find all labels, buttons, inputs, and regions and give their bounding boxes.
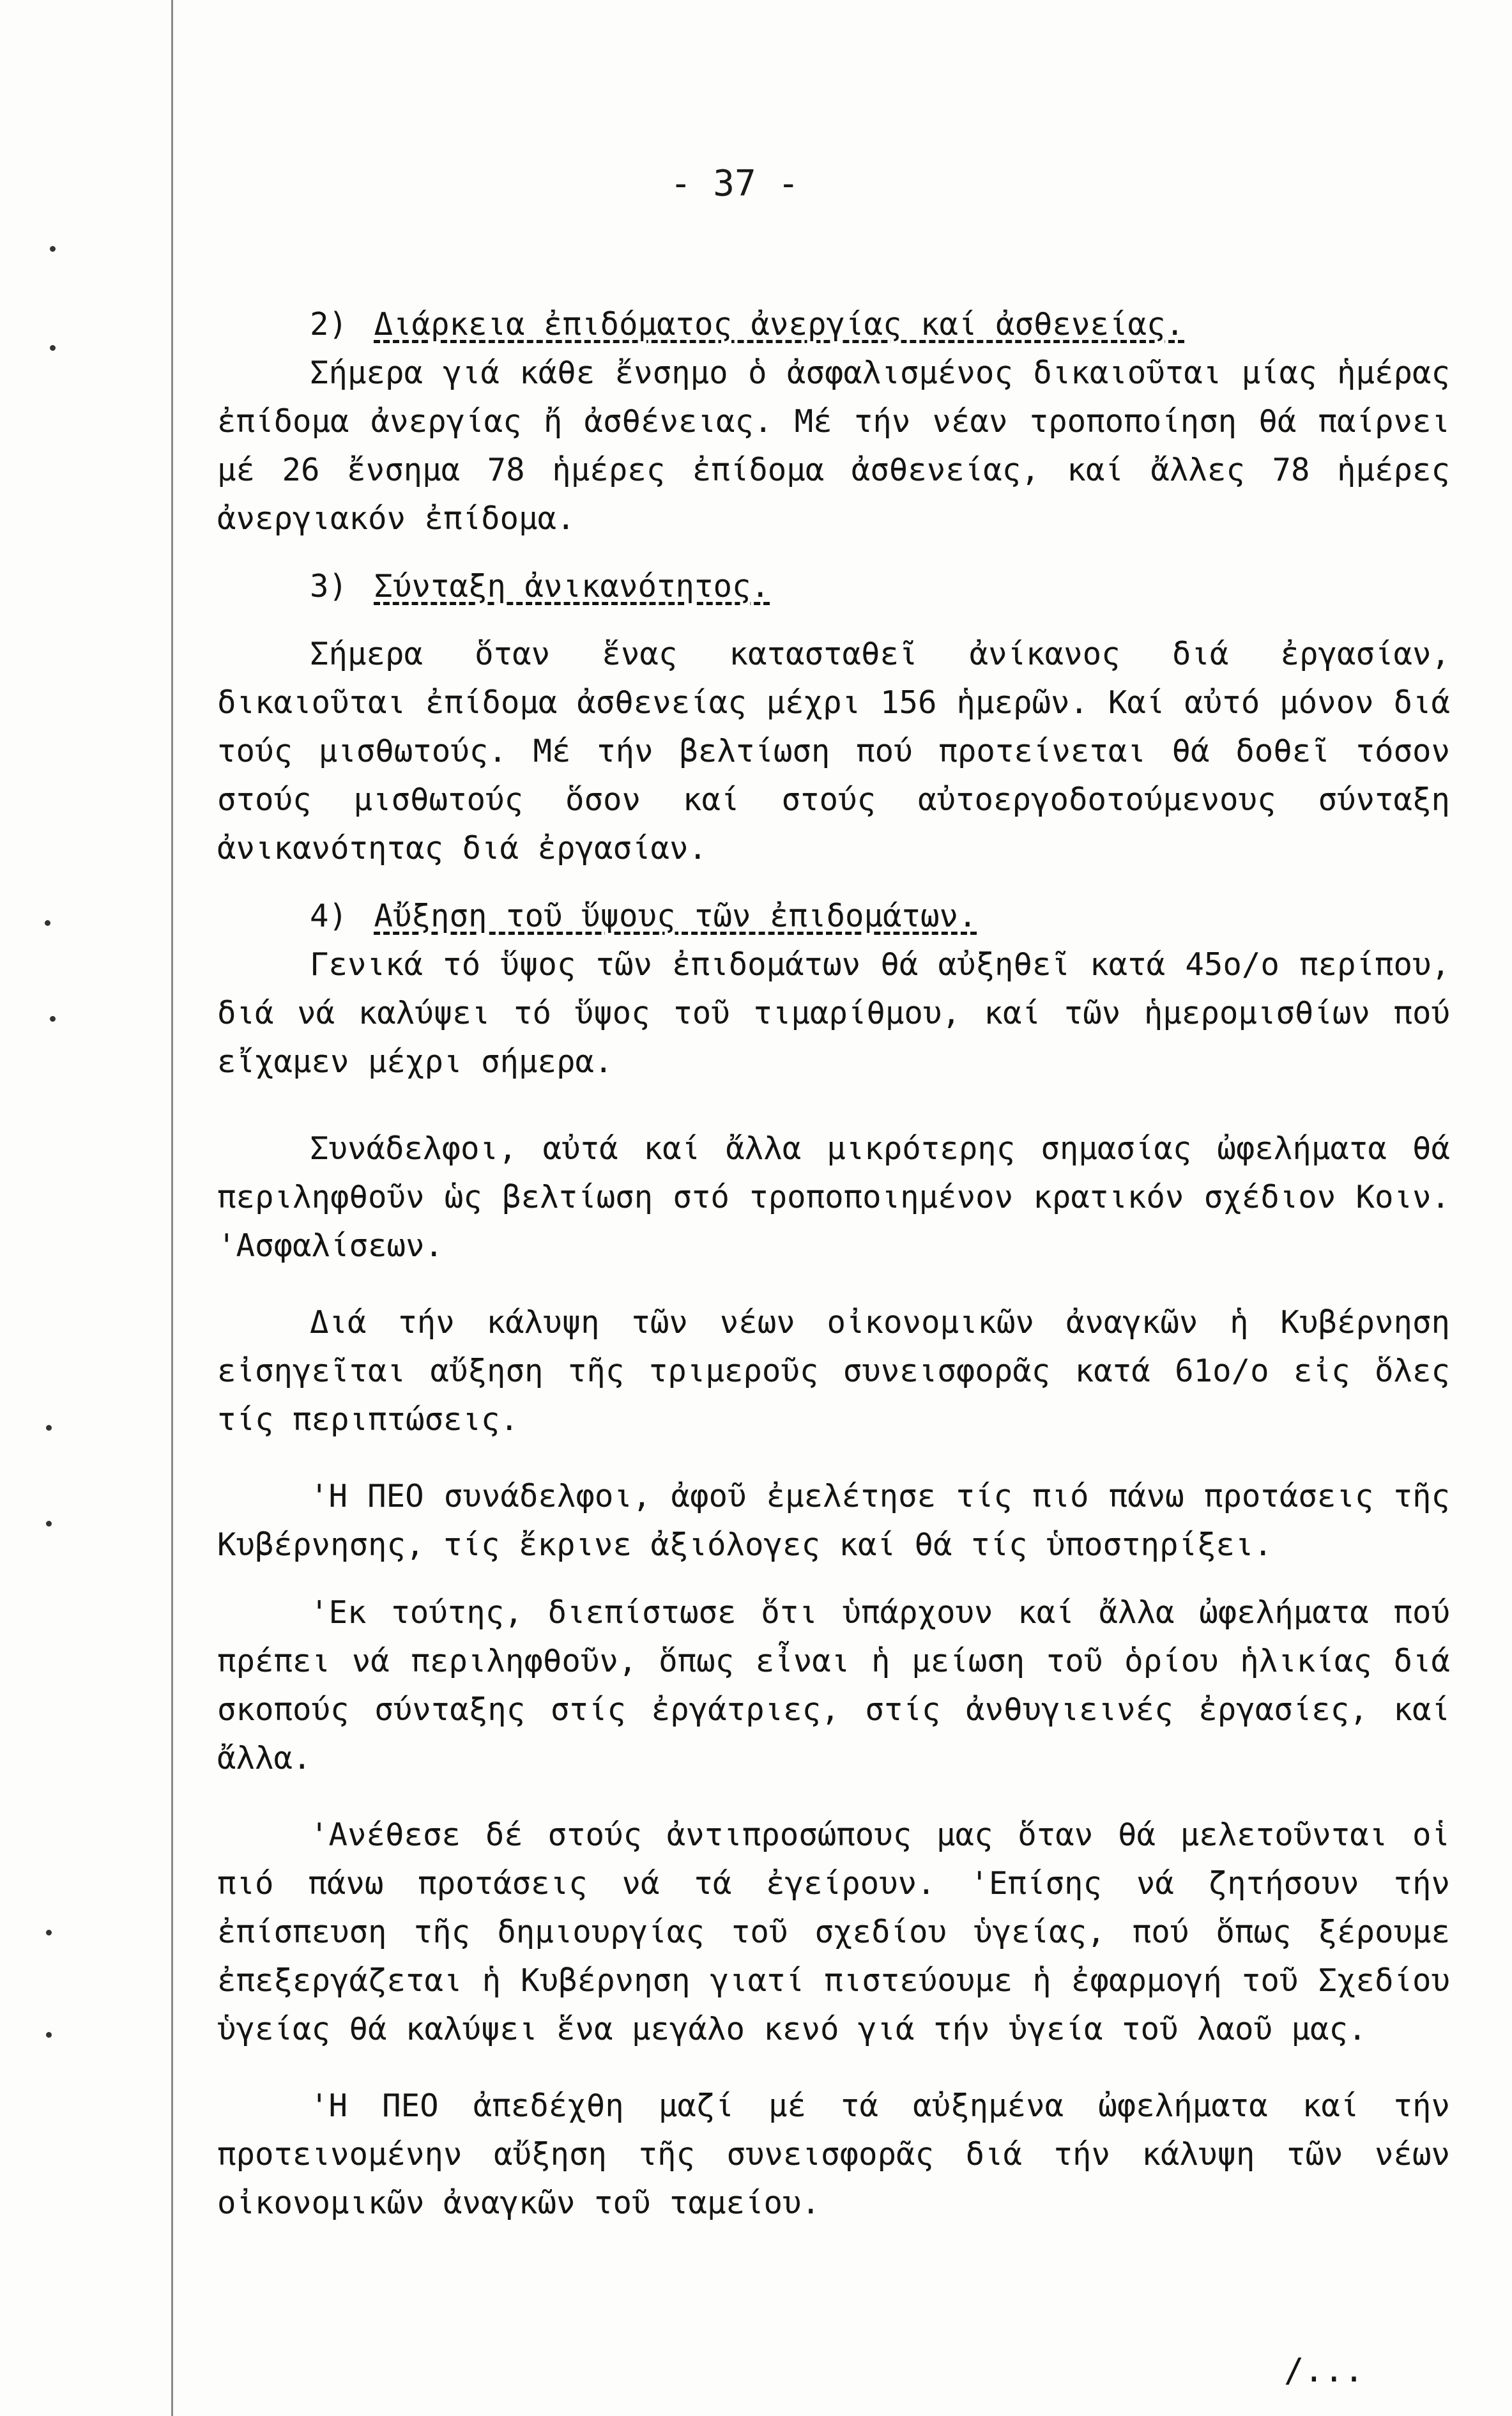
section-heading-3 [217,562,1450,611]
left-margin-line [171,0,173,2416]
scan-speck [45,920,50,926]
section-title: Σύνταξη ἀνικανότητος. [374,568,770,604]
section-body: Σήμερα ὅταν ἕνας κατασταθεῖ ἀνίκανος διά ἐργασίαν, δικαιοῦται ἐπίδομα ἀσθενείας μέχρι 156 ἡμερῶν. Καί αὐτό μόνον διά τούς μισθωτούς. Μέ τήν βελτίωση πού προτείνεται θά δοθεῖ τόσον στούς μισθωτούς ὅσον καί στούς αὐτοεργοδοτούμενους σύνταξη ἀνικανότητας διά ἐργασίαν. [217,636,1450,866]
paragraph: 'Η ΠΕΟ ἀπεδέχθη μαζί μέ τά αὐξημένα ὠφελήματα καί τήν προτεινομένην αὔξηση τῆς συνεισφορᾶς διά τήν κάλυψη τῶν νέων οἰκονομικῶν ἀναγκῶν τοῦ ταμείου. [217,2088,1450,2221]
paragraph: 'Ανέθεσε δέ στούς ἀντιπροσώπους μας ὅταν θά μελετοῦνται οἱ πιό πάνω προτάσεις νά τά ἐγείρουν. 'Επίσης νά ζητήσουν τήν ἐπίσπευση τῆς δημιουργίας τοῦ σχεδίου ὑγείας, πού ὅπως ξέρουμε ἐπεξεργάζεται ἡ Κυβέρνηση γιατί πιστεύουμε ἡ ἐφαρμογή τοῦ Σχεδίου ὑγείας θά καλύψει ἕνα μεγάλο κενό γιά τήν ὑγεία τοῦ λαοῦ μας. [217,1817,1450,2047]
scan-speck [50,1016,56,1022]
paragraph: Διά τήν κάλυψη τῶν νέων οἰκονομικῶν ἀναγκῶν ἡ Κυβέρνηση εἰσηγεῖται αὔξηση τῆς τριμεροῦς συνεισφορᾶς κατά 61ο/ο εἰς ὅλες τίς περιπτώσεις. [217,1304,1450,1438]
section-number: 4) [310,898,348,934]
page-number: - 37 - [669,163,800,204]
scan-speck [50,345,56,351]
section-number: 3) [310,568,348,604]
scan-speck [50,246,56,252]
section-heading-4 [217,892,1450,941]
scan-speck [46,2032,52,2038]
section-heading-2 [217,300,1450,349]
scan-speck [46,1521,52,1527]
section-title: Αὔξηση τοῦ ὕψους τῶν ἐπιδομάτων. [374,898,977,934]
section-body: Σήμερα γιά κάθε ἔνσημο ὁ ἀσφαλισμένος δικαιοῦται μίας ἡμέρας ἐπίδομα ἀνεργίας ἤ ἀσθένειας. Μέ τήν νέαν τροποποίηση θά παίρνει μέ 26 ἔνσημα 78 ἡμέρες ἐπίδομα ἀσθενείας, καί ἄλλες 78 ἡμέρες ἀνεργιακόν ἐπίδομα. [217,355,1450,537]
section-body: Γενικά τό ὕψος τῶν ἐπιδομάτων θά αὐξηθεῖ κατά 45ο/ο περίπου, διά νά καλύψει τό ὕψος τοῦ τιμαρίθμου, καί τῶν ἡμερομισθίων πού εἴχαμεν μέχρι σήμερα. [217,946,1450,1080]
section-number: 2) [310,306,348,342]
document-body [217,300,1450,2227]
section-title: Διάρκεια ἐπιδόματος ἀνεργίας καί ἀσθενείας. [374,306,1185,342]
paragraph: 'Εκ τούτης, διεπίστωσε ὅτι ὑπάρχουν καί ἄλλα ὠφελήματα πού πρέπει νά περιληφθοῦν, ὅπως εἶναι ἡ μείωση τοῦ ὁρίου ἡλικίας διά σκοπούς σύνταξης στίς ἐργάτριες, στίς ἀνθυγιεινές ἐργασίες, καί ἄλλα. [217,1594,1450,1776]
paragraph: 'Η ΠΕΟ συνάδελφοι, ἀφοῦ ἐμελέτησε τίς πιό πάνω προτάσεις τῆς Κυβέρνησης, τίς ἔκρινε ἀξιόλογες καί θά τίς ὑποστηρίξει. [217,1478,1450,1563]
scan-speck [46,1425,52,1431]
scan-speck [46,1930,52,1935]
continuation-mark: /... [1284,2351,1364,2390]
paragraph: Συνάδελφοι, αὐτά καί ἄλλα μικρότερης σημασίας ὠφελήματα θά περιληφθοῦν ὡς βελτίωση στό τροποποιημένον κρατικόν σχέδιον Κοιν. 'Ασφαλίσεων. [217,1130,1450,1264]
